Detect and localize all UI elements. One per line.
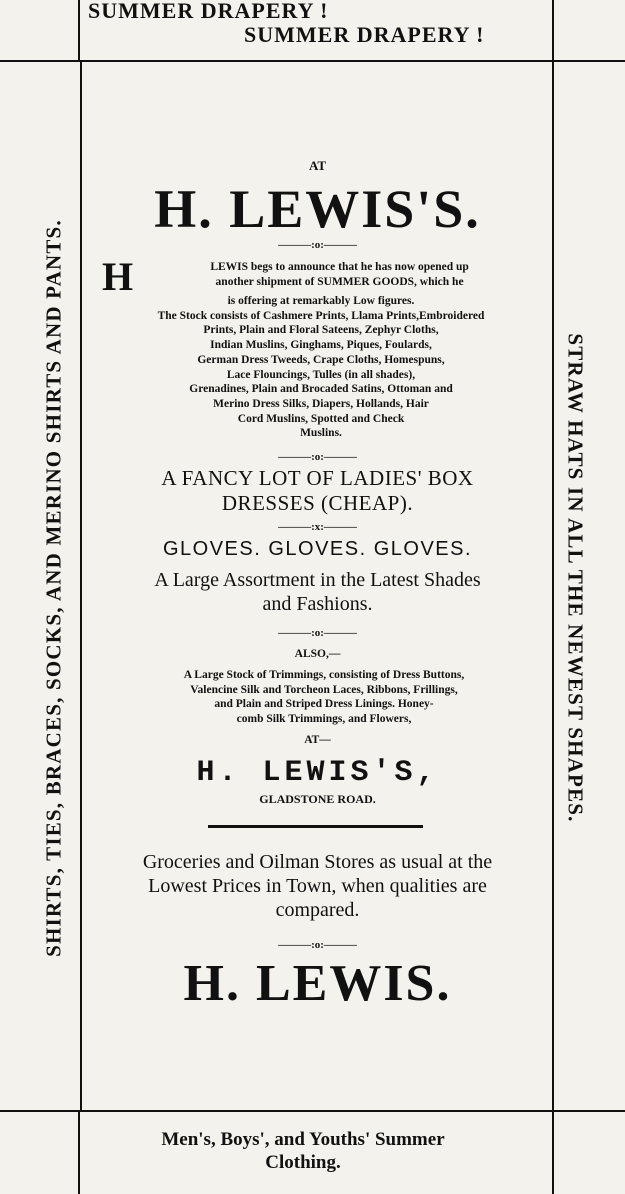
trimmings-line: and Plain and Striped Dress Linings. Honey- [214, 698, 434, 710]
intro-line: Muslins. [300, 427, 342, 440]
trimmings-line: Valencine Silk and Torcheon Laces, Ribbons, Frillings, [190, 683, 458, 696]
intro-line: The Stock consists of Cashmere Prints, Llama Prints,Embroidered [157, 309, 485, 322]
header-right-border [552, 0, 554, 60]
separator-1: ———:o:——— [278, 239, 357, 251]
address: GLADSTONE ROAD. [259, 792, 376, 806]
also-label: ALSO,— [294, 648, 341, 660]
separator-4: ———:o:——— [278, 627, 357, 639]
side-text-left: SHIRTS, TIES, BRACES, SOCKS, AND MERINO SHIRTS AND PANTS. [41, 219, 66, 957]
intro-line: is offering at remarkably Low figures. [227, 295, 415, 307]
footer-left-border [78, 1112, 80, 1194]
fancy-line: DRESSES (CHEAP). [221, 491, 414, 515]
header-left-border [78, 0, 80, 60]
intro-dropcap: H [102, 254, 134, 299]
separator-2: ———:o:——— [278, 451, 357, 463]
fancy-line: A FANCY LOT OF LADIES' BOX [161, 466, 474, 490]
intro-line: Merino Dress Silks, Diapers, Hollands, Hair [213, 397, 429, 410]
right-column-border [552, 62, 554, 1110]
fancy-dresses-heading [95, 466, 540, 516]
header-line-1: SUMMER DRAPERY ! [88, 0, 329, 23]
intro-line: Indian Muslins, Ginghams, Piques, Foulards, [210, 339, 432, 352]
header-line-2: SUMMER DRAPERY ! [244, 22, 485, 47]
footer-line: Men's, Boys', and Youths' Summer [161, 1129, 445, 1150]
title-middle: H. LEWIS'S, [196, 756, 439, 790]
groceries-line: Groceries and Oilman Stores as usual at the [142, 851, 493, 873]
intro-line: German Dress Tweeds, Crape Cloths, Homespuns, [197, 353, 445, 366]
at-label-top: AT [308, 158, 327, 173]
footer-text [88, 1128, 518, 1174]
footer-right-border [552, 1112, 554, 1194]
intro-line: Grenadines, Plain and Brocaded Satins, Ottoman and [189, 383, 453, 396]
separator-5: ———:o:——— [278, 939, 357, 951]
at-label-middle: AT— [304, 734, 331, 746]
assortment-text [95, 568, 540, 616]
trimmings-paragraph [108, 668, 540, 726]
groceries-line: Lowest Prices in Town, when qualities are [148, 875, 487, 897]
separator-3: ———:x:——— [278, 521, 357, 533]
header-bottom-rule [0, 60, 625, 62]
assortment-line: and Fashions. [262, 593, 373, 615]
footer-top-rule [0, 1110, 625, 1112]
title-top: H. LEWIS'S. [154, 179, 481, 239]
intro-paragraph [102, 254, 540, 441]
footer-line: Clothing. [265, 1152, 341, 1173]
title-bottom: H. LEWIS. [183, 955, 452, 1012]
left-column-border [80, 62, 82, 1110]
side-text-right: STRAW HATS IN ALL THE NEWEST SHAPES. [563, 333, 588, 823]
groceries-text [95, 850, 540, 922]
intro-line: another shipment of SUMMER GOODS, which he [215, 275, 464, 288]
intro-line: LEWIS begs to announce that he has now opened up [210, 261, 469, 273]
intro-line: Prints, Plain and Floral Sateens, Zephyr Cloths, [203, 324, 439, 337]
trimmings-line: A Large Stock of Trimmings, consisting of Dress Buttons, [183, 669, 465, 681]
divider-rule [208, 825, 423, 828]
intro-line: Cord Muslins, Spotted and Check [237, 412, 405, 425]
groceries-line: compared. [275, 899, 360, 921]
assortment-line: A Large Assortment in the Latest Shades [154, 569, 481, 591]
intro-line: Lace Flouncings, Tulles (in all shades), [226, 368, 416, 381]
trimmings-line: comb Silk Trimmings, and Flowers, [236, 712, 412, 725]
gloves-heading: GLOVES. GLOVES. GLOVES. [162, 538, 473, 560]
